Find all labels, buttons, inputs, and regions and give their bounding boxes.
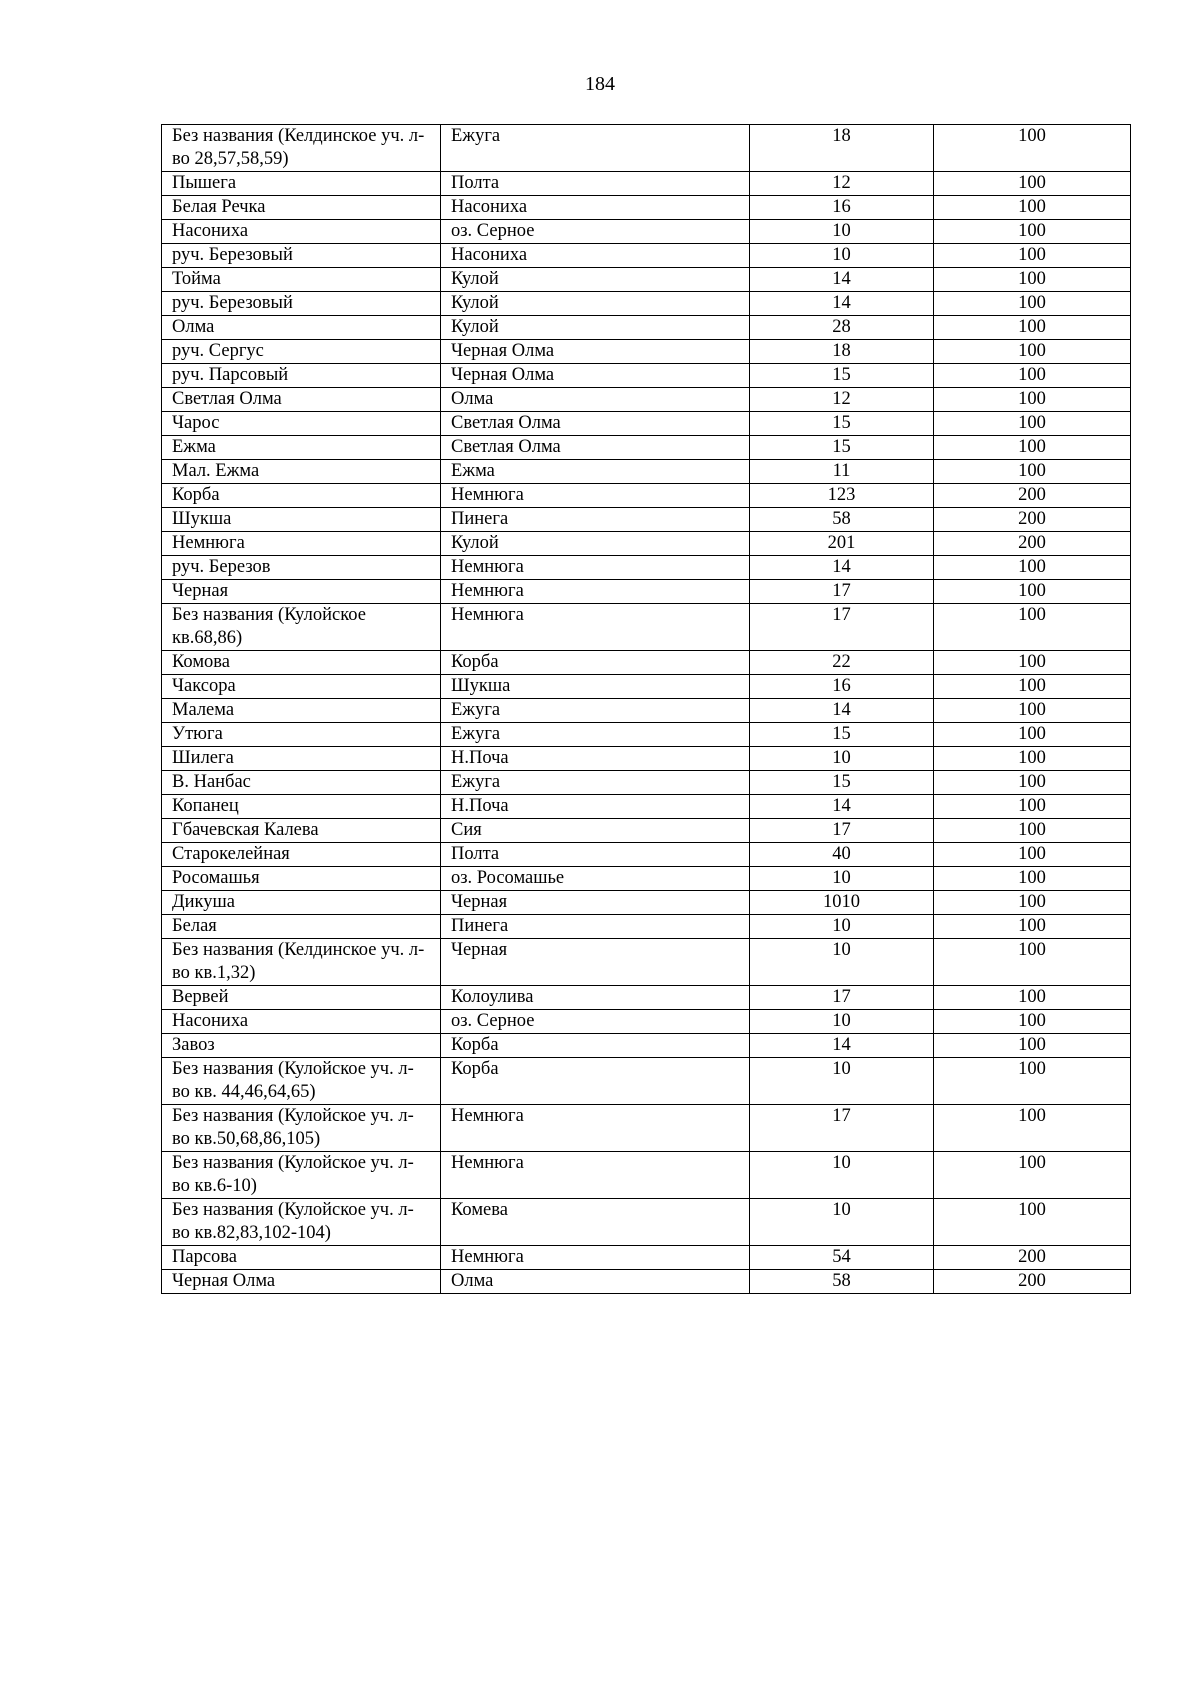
table-row bbox=[162, 986, 1131, 1010]
protection-zone-cell: 100 bbox=[934, 1105, 1131, 1152]
river-mouth-cell: Н.Поча bbox=[441, 747, 750, 771]
river-name-cell: Тойма bbox=[162, 268, 441, 292]
table-row bbox=[162, 460, 1131, 484]
protection-zone-cell: 100 bbox=[934, 556, 1131, 580]
protection-zone-cell: 200 bbox=[934, 1246, 1131, 1270]
river-mouth-cell: Ежуга bbox=[441, 771, 750, 795]
protection-zone-cell: 200 bbox=[934, 484, 1131, 508]
river-mouth-cell: Олма bbox=[441, 388, 750, 412]
river-name-cell: Черная Олма bbox=[162, 1270, 441, 1294]
table-row bbox=[162, 172, 1131, 196]
river-mouth-cell: Комева bbox=[441, 1199, 750, 1246]
river-length-cell: 18 bbox=[750, 125, 934, 172]
river-name-cell: Малема bbox=[162, 699, 441, 723]
river-length-cell: 40 bbox=[750, 843, 934, 867]
river-length-cell: 10 bbox=[750, 220, 934, 244]
river-length-cell: 16 bbox=[750, 196, 934, 220]
river-length-cell: 10 bbox=[750, 1058, 934, 1105]
river-name-cell: Утюга bbox=[162, 723, 441, 747]
protection-zone-cell: 100 bbox=[934, 268, 1131, 292]
protection-zone-cell: 100 bbox=[934, 1199, 1131, 1246]
river-mouth-cell: Пинега bbox=[441, 915, 750, 939]
river-name-cell: Олма bbox=[162, 316, 441, 340]
protection-zone-cell: 100 bbox=[934, 986, 1131, 1010]
river-length-cell: 15 bbox=[750, 771, 934, 795]
river-mouth-cell: Ежуга bbox=[441, 723, 750, 747]
river-name-cell: Комова bbox=[162, 651, 441, 675]
table-row bbox=[162, 316, 1131, 340]
river-name-cell: Корба bbox=[162, 484, 441, 508]
river-length-cell: 22 bbox=[750, 651, 934, 675]
river-length-cell: 17 bbox=[750, 819, 934, 843]
table-row bbox=[162, 484, 1131, 508]
river-mouth-cell: Шукша bbox=[441, 675, 750, 699]
river-length-cell: 14 bbox=[750, 1034, 934, 1058]
table-row bbox=[162, 1034, 1131, 1058]
river-name-cell: Светлая Олма bbox=[162, 388, 441, 412]
river-mouth-cell: Насониха bbox=[441, 196, 750, 220]
river-length-cell: 11 bbox=[750, 460, 934, 484]
protection-zone-cell: 100 bbox=[934, 292, 1131, 316]
river-mouth-cell: Корба bbox=[441, 651, 750, 675]
river-mouth-cell: Кулой bbox=[441, 316, 750, 340]
table-row bbox=[162, 340, 1131, 364]
river-name-cell: Росомашья bbox=[162, 867, 441, 891]
river-mouth-cell: Полта bbox=[441, 172, 750, 196]
table-row bbox=[162, 1246, 1131, 1270]
river-length-cell: 123 bbox=[750, 484, 934, 508]
table-row bbox=[162, 196, 1131, 220]
river-length-cell: 14 bbox=[750, 556, 934, 580]
river-length-cell: 10 bbox=[750, 939, 934, 986]
protection-zone-cell: 200 bbox=[934, 508, 1131, 532]
river-name-cell: руч. Березов bbox=[162, 556, 441, 580]
protection-zone-cell: 100 bbox=[934, 196, 1131, 220]
river-name-cell: Насониха bbox=[162, 1010, 441, 1034]
river-name-cell: Немнюга bbox=[162, 532, 441, 556]
table-row bbox=[162, 1152, 1131, 1199]
table-row bbox=[162, 699, 1131, 723]
protection-zone-cell: 100 bbox=[934, 172, 1131, 196]
river-length-cell: 28 bbox=[750, 316, 934, 340]
protection-zone-cell: 100 bbox=[934, 316, 1131, 340]
table-row bbox=[162, 436, 1131, 460]
river-mouth-cell: Черная Олма bbox=[441, 340, 750, 364]
table-row bbox=[162, 747, 1131, 771]
table-row bbox=[162, 580, 1131, 604]
table-row bbox=[162, 1010, 1131, 1034]
protection-zone-cell: 100 bbox=[934, 412, 1131, 436]
river-mouth-cell: Колоулива bbox=[441, 986, 750, 1010]
protection-zone-cell: 200 bbox=[934, 532, 1131, 556]
river-mouth-cell: Немнюга bbox=[441, 604, 750, 651]
protection-zone-cell: 200 bbox=[934, 1270, 1131, 1294]
river-name-cell: руч. Березовый bbox=[162, 292, 441, 316]
river-length-cell: 14 bbox=[750, 292, 934, 316]
river-name-cell: Копанец bbox=[162, 795, 441, 819]
table-row bbox=[162, 1058, 1131, 1105]
river-name-cell: Мал. Ежма bbox=[162, 460, 441, 484]
river-mouth-cell: Ежуга bbox=[441, 125, 750, 172]
river-mouth-cell: Кулой bbox=[441, 268, 750, 292]
protection-zone-cell: 100 bbox=[934, 580, 1131, 604]
river-name-cell: руч. Березовый bbox=[162, 244, 441, 268]
table-row bbox=[162, 1105, 1131, 1152]
river-name-cell: Шукша bbox=[162, 508, 441, 532]
river-length-cell: 201 bbox=[750, 532, 934, 556]
table-row bbox=[162, 843, 1131, 867]
table-row bbox=[162, 292, 1131, 316]
table-row bbox=[162, 125, 1131, 172]
rivers-table bbox=[161, 124, 1131, 1294]
river-length-cell: 58 bbox=[750, 508, 934, 532]
table-row bbox=[162, 388, 1131, 412]
river-name-cell: Без названия (Кулойское уч. л-во кв.82,83,102-104) bbox=[162, 1199, 441, 1246]
river-mouth-cell: Н.Поча bbox=[441, 795, 750, 819]
river-length-cell: 10 bbox=[750, 244, 934, 268]
river-name-cell: Пышега bbox=[162, 172, 441, 196]
protection-zone-cell: 100 bbox=[934, 819, 1131, 843]
river-mouth-cell: Кулой bbox=[441, 532, 750, 556]
river-mouth-cell: Немнюга bbox=[441, 556, 750, 580]
protection-zone-cell: 100 bbox=[934, 364, 1131, 388]
protection-zone-cell: 100 bbox=[934, 460, 1131, 484]
protection-zone-cell: 100 bbox=[934, 699, 1131, 723]
river-length-cell: 17 bbox=[750, 580, 934, 604]
river-length-cell: 15 bbox=[750, 364, 934, 388]
river-name-cell: Без названия (Кулойское уч. л-во кв. 44,46,64,65) bbox=[162, 1058, 441, 1105]
river-mouth-cell: Кулой bbox=[441, 292, 750, 316]
page-number: 184 bbox=[585, 73, 615, 95]
table-row bbox=[162, 364, 1131, 388]
river-mouth-cell: оз. Серное bbox=[441, 1010, 750, 1034]
river-length-cell: 14 bbox=[750, 699, 934, 723]
river-mouth-cell: Черная bbox=[441, 939, 750, 986]
table-row bbox=[162, 412, 1131, 436]
river-name-cell: руч. Парсовый bbox=[162, 364, 441, 388]
protection-zone-cell: 100 bbox=[934, 843, 1131, 867]
river-name-cell: Без названия (Кулойское кв.68,86) bbox=[162, 604, 441, 651]
river-mouth-cell: Полта bbox=[441, 843, 750, 867]
river-length-cell: 10 bbox=[750, 1152, 934, 1199]
table-row bbox=[162, 771, 1131, 795]
river-name-cell: Чарос bbox=[162, 412, 441, 436]
table-row bbox=[162, 604, 1131, 651]
table-row bbox=[162, 508, 1131, 532]
river-name-cell: Парсова bbox=[162, 1246, 441, 1270]
river-name-cell: Завоз bbox=[162, 1034, 441, 1058]
river-name-cell: Шилега bbox=[162, 747, 441, 771]
river-mouth-cell: Черная bbox=[441, 891, 750, 915]
river-length-cell: 17 bbox=[750, 986, 934, 1010]
river-length-cell: 14 bbox=[750, 268, 934, 292]
table-row bbox=[162, 819, 1131, 843]
river-mouth-cell: Светлая Олма bbox=[441, 436, 750, 460]
river-length-cell: 10 bbox=[750, 1010, 934, 1034]
river-name-cell: Чаксора bbox=[162, 675, 441, 699]
protection-zone-cell: 100 bbox=[934, 244, 1131, 268]
river-name-cell: Дикуша bbox=[162, 891, 441, 915]
protection-zone-cell: 100 bbox=[934, 1152, 1131, 1199]
river-length-cell: 10 bbox=[750, 867, 934, 891]
protection-zone-cell: 100 bbox=[934, 747, 1131, 771]
protection-zone-cell: 100 bbox=[934, 795, 1131, 819]
protection-zone-cell: 100 bbox=[934, 867, 1131, 891]
table-row bbox=[162, 939, 1131, 986]
river-mouth-cell: Ежма bbox=[441, 460, 750, 484]
river-mouth-cell: Насониха bbox=[441, 244, 750, 268]
table-row bbox=[162, 675, 1131, 699]
table-row bbox=[162, 723, 1131, 747]
protection-zone-cell: 100 bbox=[934, 125, 1131, 172]
river-name-cell: Белая Речка bbox=[162, 196, 441, 220]
river-name-cell: Белая bbox=[162, 915, 441, 939]
protection-zone-cell: 100 bbox=[934, 723, 1131, 747]
river-name-cell: Ежма bbox=[162, 436, 441, 460]
river-length-cell: 10 bbox=[750, 915, 934, 939]
protection-zone-cell: 100 bbox=[934, 388, 1131, 412]
protection-zone-cell: 100 bbox=[934, 220, 1131, 244]
river-length-cell: 14 bbox=[750, 795, 934, 819]
river-mouth-cell: Немнюга bbox=[441, 1246, 750, 1270]
river-length-cell: 17 bbox=[750, 1105, 934, 1152]
river-mouth-cell: Пинега bbox=[441, 508, 750, 532]
table-row bbox=[162, 556, 1131, 580]
protection-zone-cell: 100 bbox=[934, 675, 1131, 699]
river-length-cell: 18 bbox=[750, 340, 934, 364]
protection-zone-cell: 100 bbox=[934, 1034, 1131, 1058]
river-mouth-cell: Олма bbox=[441, 1270, 750, 1294]
table-row bbox=[162, 651, 1131, 675]
protection-zone-cell: 100 bbox=[934, 1058, 1131, 1105]
river-length-cell: 10 bbox=[750, 1199, 934, 1246]
river-name-cell: Насониха bbox=[162, 220, 441, 244]
table-row bbox=[162, 268, 1131, 292]
table-row bbox=[162, 532, 1131, 556]
river-length-cell: 15 bbox=[750, 723, 934, 747]
table-row bbox=[162, 220, 1131, 244]
river-name-cell: руч. Сергус bbox=[162, 340, 441, 364]
protection-zone-cell: 100 bbox=[934, 915, 1131, 939]
river-length-cell: 54 bbox=[750, 1246, 934, 1270]
river-name-cell: Старокелейная bbox=[162, 843, 441, 867]
river-name-cell: Гбачевская Калева bbox=[162, 819, 441, 843]
river-length-cell: 58 bbox=[750, 1270, 934, 1294]
river-mouth-cell: Ежуга bbox=[441, 699, 750, 723]
river-name-cell: Вервей bbox=[162, 986, 441, 1010]
river-name-cell: Без названия (Келдинское уч. л-во 28,57,58,59) bbox=[162, 125, 441, 172]
protection-zone-cell: 100 bbox=[934, 651, 1131, 675]
river-mouth-cell: Немнюга bbox=[441, 1105, 750, 1152]
river-name-cell: Черная bbox=[162, 580, 441, 604]
river-mouth-cell: Корба bbox=[441, 1034, 750, 1058]
protection-zone-cell: 100 bbox=[934, 939, 1131, 986]
protection-zone-cell: 100 bbox=[934, 1010, 1131, 1034]
river-length-cell: 15 bbox=[750, 412, 934, 436]
protection-zone-cell: 100 bbox=[934, 436, 1131, 460]
river-name-cell: Без названия (Кулойское уч. л-во кв.6-10) bbox=[162, 1152, 441, 1199]
river-mouth-cell: Светлая Олма bbox=[441, 412, 750, 436]
river-length-cell: 15 bbox=[750, 436, 934, 460]
table-row bbox=[162, 915, 1131, 939]
river-length-cell: 12 bbox=[750, 172, 934, 196]
river-mouth-cell: Немнюга bbox=[441, 580, 750, 604]
river-mouth-cell: Немнюга bbox=[441, 484, 750, 508]
table-row bbox=[162, 795, 1131, 819]
protection-zone-cell: 100 bbox=[934, 771, 1131, 795]
protection-zone-cell: 100 bbox=[934, 604, 1131, 651]
table-row bbox=[162, 1270, 1131, 1294]
rivers-table-body bbox=[162, 125, 1131, 1294]
river-length-cell: 17 bbox=[750, 604, 934, 651]
protection-zone-cell: 100 bbox=[934, 891, 1131, 915]
river-mouth-cell: Корба bbox=[441, 1058, 750, 1105]
table-row bbox=[162, 891, 1131, 915]
table-row bbox=[162, 867, 1131, 891]
river-name-cell: В. Нанбас bbox=[162, 771, 441, 795]
river-mouth-cell: Немнюга bbox=[441, 1152, 750, 1199]
river-mouth-cell: Черная Олма bbox=[441, 364, 750, 388]
river-length-cell: 16 bbox=[750, 675, 934, 699]
protection-zone-cell: 100 bbox=[934, 340, 1131, 364]
river-length-cell: 10 bbox=[750, 747, 934, 771]
river-name-cell: Без названия (Келдинское уч. л-во кв.1,32) bbox=[162, 939, 441, 986]
table-row bbox=[162, 244, 1131, 268]
river-name-cell: Без названия (Кулойское уч. л-во кв.50,68,86,105) bbox=[162, 1105, 441, 1152]
table-row bbox=[162, 1199, 1131, 1246]
river-mouth-cell: оз. Серное bbox=[441, 220, 750, 244]
river-mouth-cell: оз. Росомашье bbox=[441, 867, 750, 891]
river-length-cell: 12 bbox=[750, 388, 934, 412]
river-mouth-cell: Сия bbox=[441, 819, 750, 843]
river-length-cell: 1010 bbox=[750, 891, 934, 915]
